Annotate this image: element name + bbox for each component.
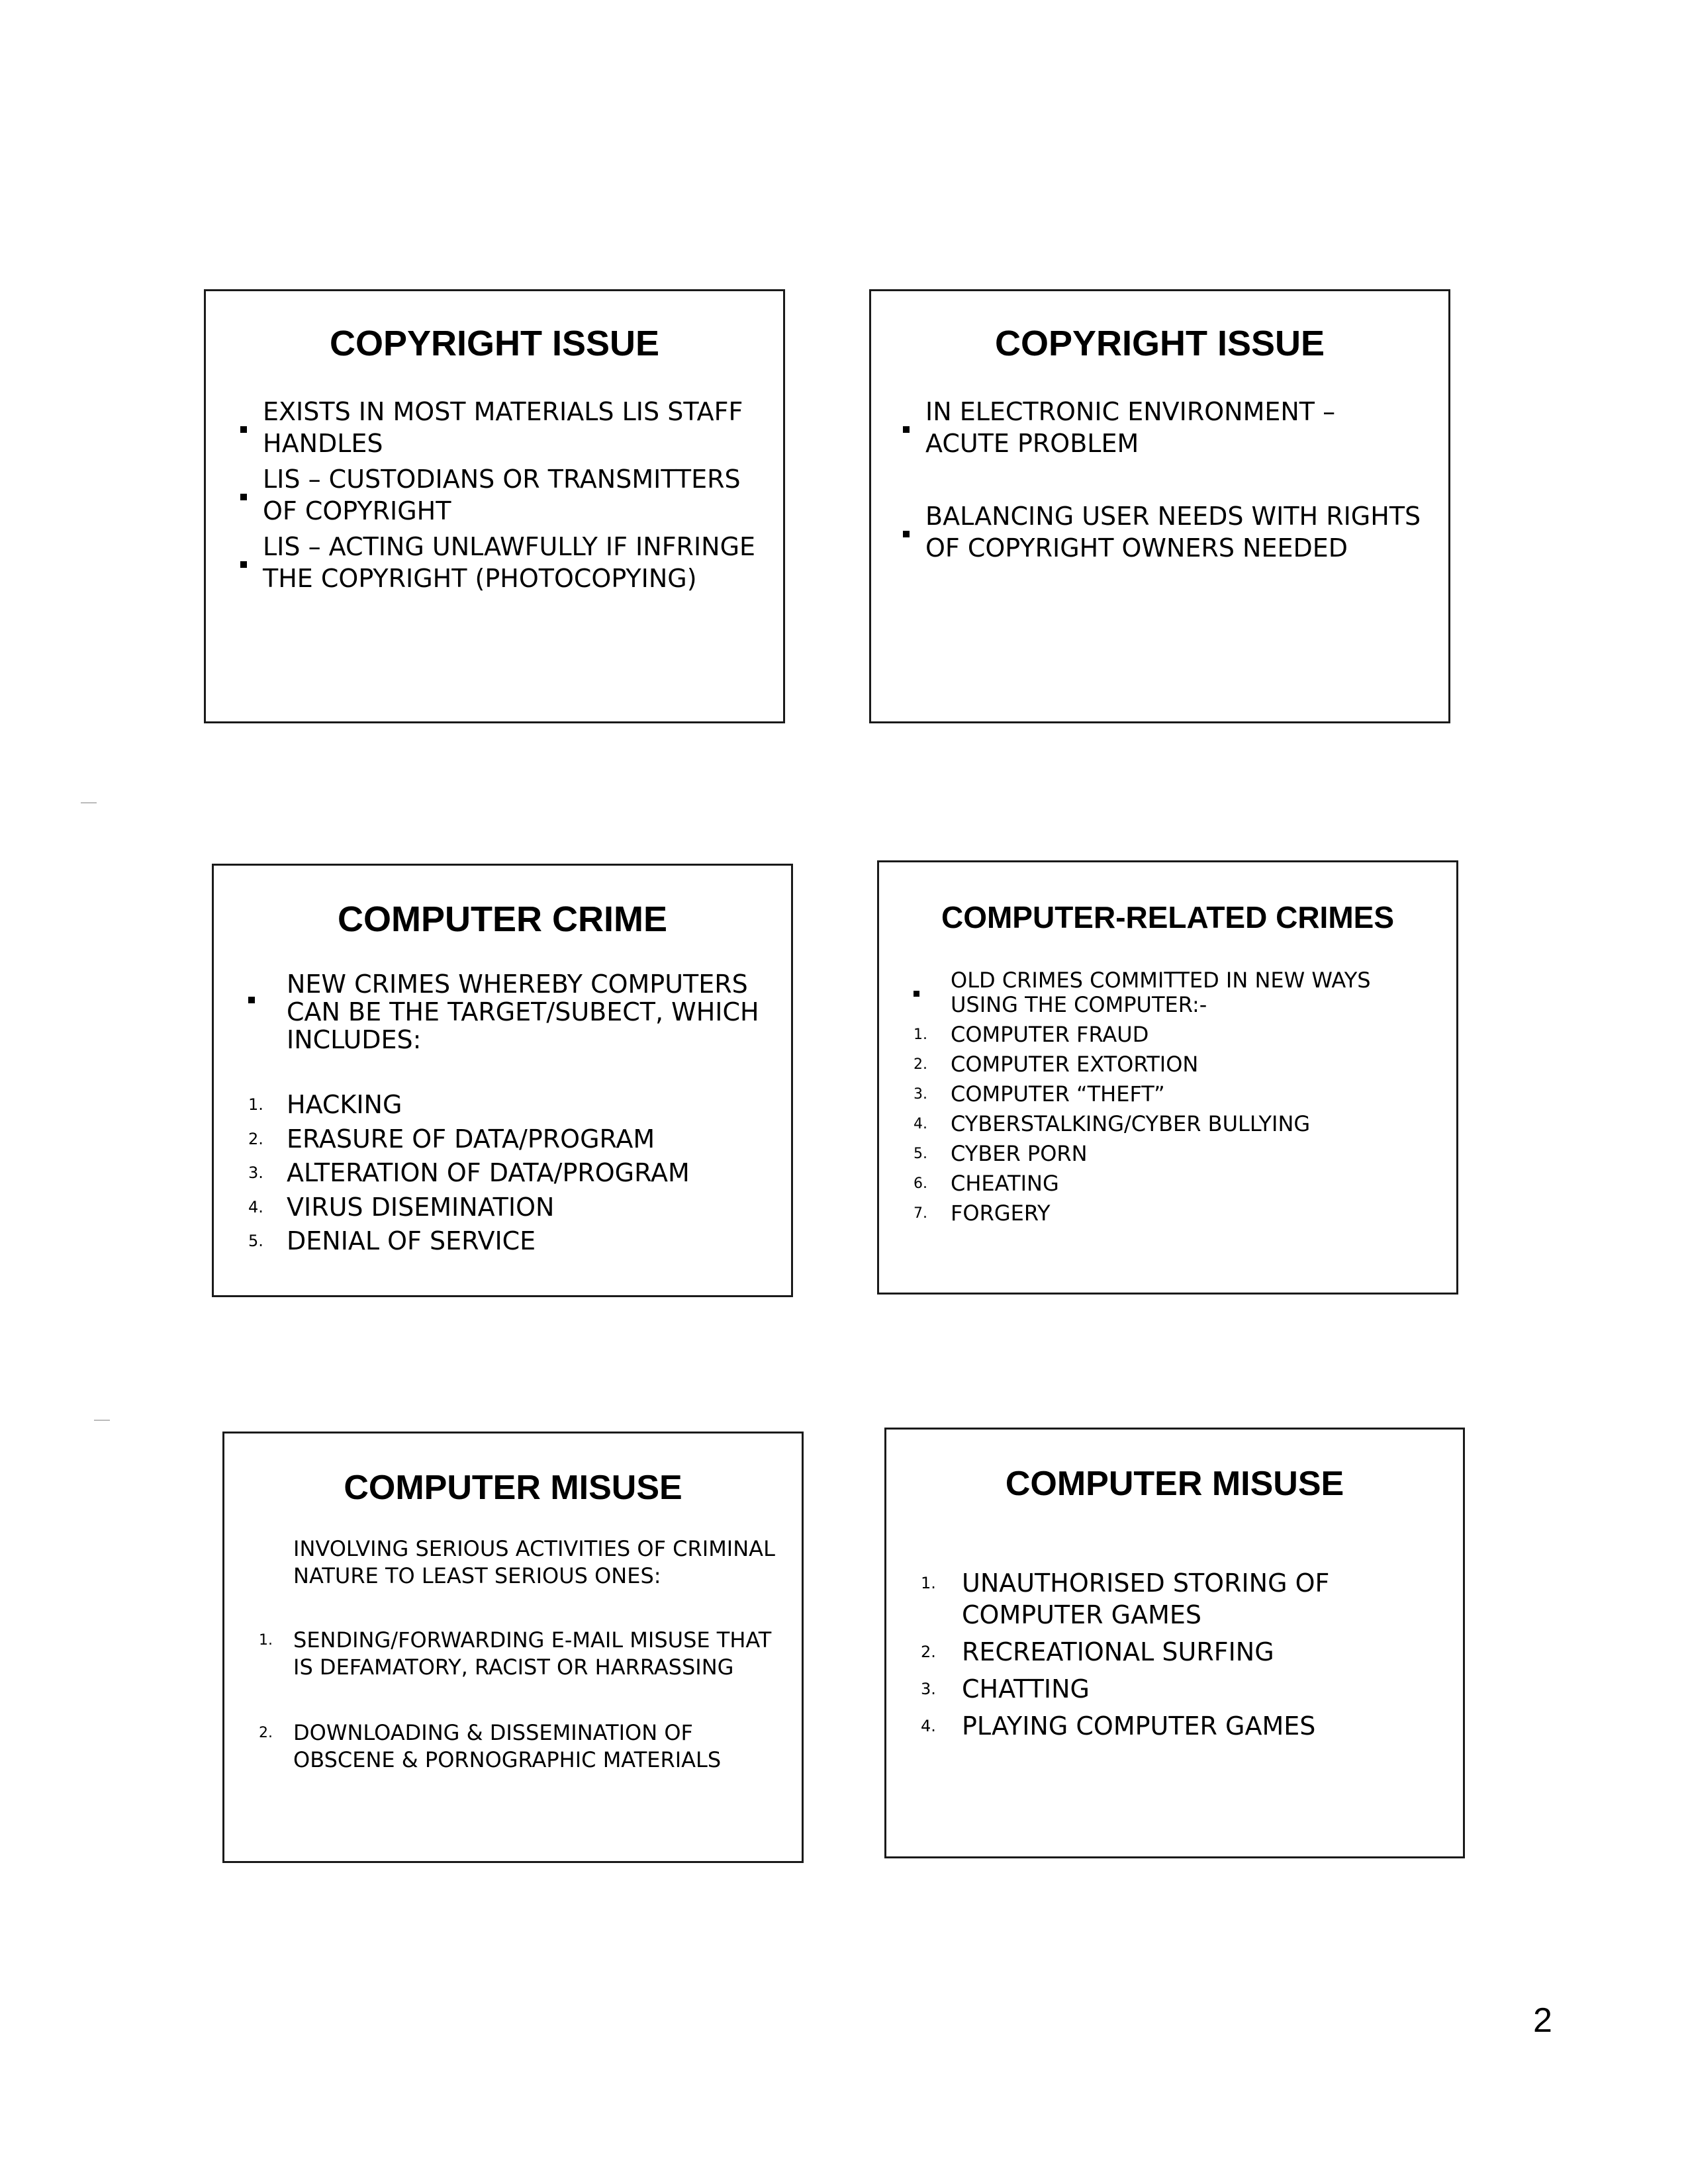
slide-title: COPYRIGHT ISSUE [329,324,660,363]
item-number: 2. [914,1056,927,1073]
list-item [914,1109,1436,1139]
item-number: 7. [914,1205,927,1222]
list-item [914,1079,1436,1109]
list-item [903,396,1426,459]
intro-block [914,968,1436,1017]
item-text: SENDING/FORWARDING E-MAIL MISUSE THAT IS DEFAMATORY, RACIST OR HARRASSING [293,1627,772,1680]
list-item [259,1719,782,1774]
slide-title: COMPUTER CRIME [338,899,667,939]
intro-block [248,970,765,1054]
numbered-list [914,1020,1436,1228]
scan-mark [94,1420,110,1421]
item-number: 2. [259,1725,273,1741]
list-item [248,1122,765,1157]
item-text: DENIAL OF SERVICE [287,1226,536,1255]
item-number: 3. [921,1680,936,1698]
list-item [921,1710,1444,1742]
square-bullet-icon [903,513,910,545]
item-number: 3. [248,1163,263,1182]
slide-computer-crime [212,864,793,1297]
numbered-list [248,1088,765,1259]
item-number: 1. [921,1574,936,1592]
square-bullet-icon [914,978,919,1002]
square-bullet-icon [240,408,247,440]
item-text: HACKING [287,1090,402,1119]
item-number: 2. [921,1643,936,1661]
item-text: ALTERATION OF DATA/PROGRAM [287,1158,690,1187]
slide-copyright-issue-1 [204,289,785,723]
numbered-list [921,1567,1444,1742]
list-item [921,1673,1444,1705]
square-bullet-icon [240,476,247,508]
list-item [248,1088,765,1122]
item-text: LIS – ACTING UNLAWFULLY IF INFRINGE THE COPYRIGHT (PHOTOCOPYING) [263,532,756,593]
list-item [914,1050,1436,1079]
item-number: 1. [259,1632,273,1649]
intro-text: OLD CRIMES COMMITTED IN NEW WAYS USING THE COMPUTER:- [951,968,1371,1017]
list-item [248,1191,765,1225]
item-number: 6. [914,1175,927,1192]
intro-text: NEW CRIMES WHEREBY COMPUTERS CAN BE THE TARGET/SUBECT, WHICH INCLUDES: [287,970,759,1054]
item-number: 4. [248,1197,263,1216]
square-bullet-icon [248,981,255,1009]
item-text: COMPUTER “THEFT” [951,1081,1165,1107]
item-number: 1. [914,1026,927,1043]
item-number: 4. [914,1116,927,1132]
bullet-list [240,396,757,594]
item-text: EXISTS IN MOST MATERIALS LIS STAFF HANDLES [263,397,743,458]
item-text: CYBERSTALKING/CYBER BULLYING [951,1111,1311,1136]
item-text: COMPUTER EXTORTION [951,1052,1199,1077]
item-text: ERASURE OF DATA/PROGRAM [287,1124,655,1154]
square-bullet-icon [240,543,247,575]
item-text: LIS – CUSTODIANS OR TRANSMITTERS OF COPYRIGHT [263,465,741,525]
item-text: VIRUS DISEMINATION [287,1192,555,1222]
list-item [914,1020,1436,1050]
list-item [921,1636,1444,1668]
slide-computer-misuse-2 [884,1428,1465,1858]
item-number: 4. [921,1717,936,1735]
item-number: 3. [914,1086,927,1103]
item-number: 2. [248,1129,263,1148]
item-text: PLAYING COMPUTER GAMES [962,1711,1316,1741]
item-text: BALANCING USER NEEDS WITH RIGHTS OF COPYRIGHT OWNERS NEEDED [925,502,1421,563]
slide-copyright-issue-2 [869,289,1450,723]
list-item [248,1156,765,1191]
item-text: DOWNLOADING & DISSEMINATION OF OBSCENE & PORNOGRAPHIC MATERIALS [293,1720,722,1772]
intro-text: INVOLVING SERIOUS ACTIVITIES OF CRIMINAL NATURE TO LEAST SERIOUS ONES: [293,1536,775,1588]
list-item [921,1567,1444,1631]
slide-title: COMPUTER MISUSE [344,1469,682,1507]
item-text: UNAUTHORISED STORING OF COMPUTER GAMES [962,1569,1330,1629]
slide-computer-related-crimes [877,860,1458,1295]
slide-title: COMPUTER MISUSE [1005,1465,1344,1503]
item-number: 5. [248,1232,263,1250]
list-item [914,1139,1436,1169]
item-text: IN ELECTRONIC ENVIRONMENT – ACUTE PROBLEM [925,397,1336,458]
list-item [914,1199,1436,1228]
intro-block [293,1535,776,1590]
item-text: CYBER PORN [951,1141,1088,1166]
slide-title: COPYRIGHT ISSUE [994,324,1325,363]
square-bullet-icon [903,408,910,440]
list-item [914,968,1436,1017]
item-text: CHEATING [951,1171,1059,1196]
slide-title: COMPUTER-RELATED CRIMES [941,900,1395,934]
slide-computer-misuse-1 [222,1432,804,1863]
list-item [914,1169,1436,1199]
bullet-list [903,396,1426,564]
item-text: COMPUTER FRAUD [951,1022,1149,1047]
list-item [240,463,757,527]
list-item [259,1627,782,1681]
item-number: 5. [914,1146,927,1162]
page-number: 2 [1533,2001,1552,2040]
item-text: RECREATIONAL SURFING [962,1637,1274,1666]
list-item [240,396,757,459]
item-text: CHATTING [962,1674,1090,1704]
item-text: FORGERY [951,1201,1051,1226]
list-item [240,531,757,594]
item-number: 1. [248,1095,263,1114]
numbered-list [259,1627,782,1774]
list-item [903,500,1426,564]
list-item [248,970,765,1054]
list-item [248,1224,765,1259]
scan-mark [81,802,97,803]
